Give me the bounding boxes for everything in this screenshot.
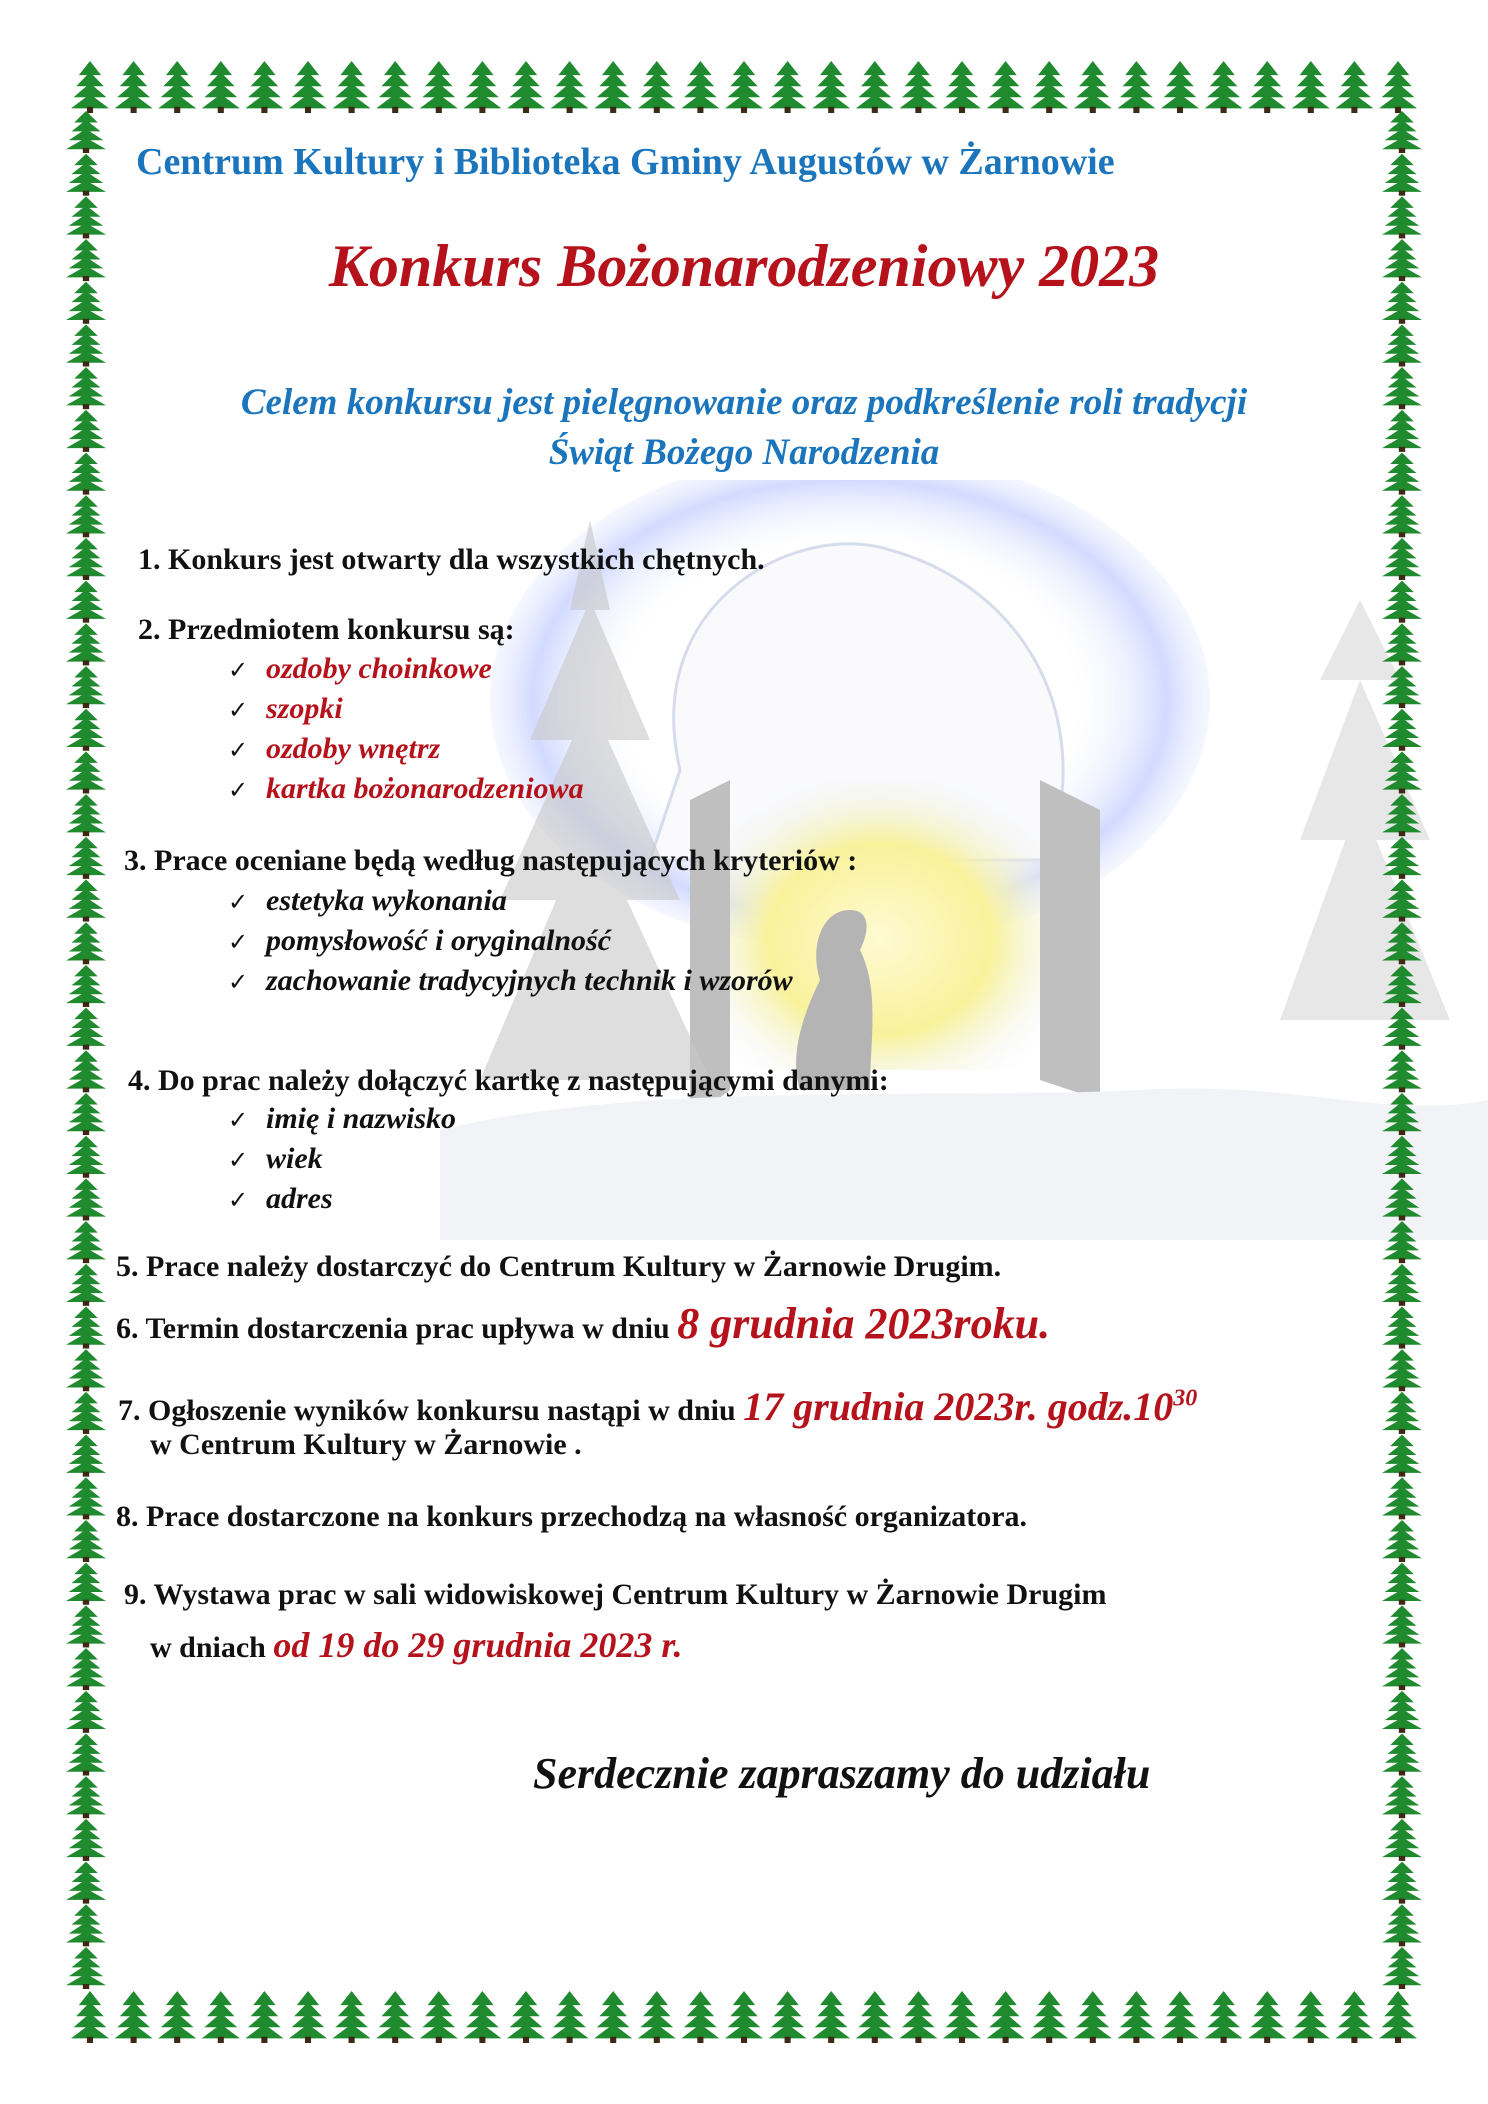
christmas-tree-icon <box>376 1991 414 2043</box>
christmas-tree-icon <box>1379 61 1417 113</box>
christmas-tree-icon <box>71 1991 109 2043</box>
christmas-tree-icon <box>66 1648 106 1690</box>
christmas-tree-icon <box>463 1991 501 2043</box>
christmas-tree-icon <box>66 1691 106 1733</box>
christmas-tree-icon <box>333 1991 371 2043</box>
aim-line-2: Świąt Bożego Narodzenia <box>548 432 940 473</box>
christmas-tree-icon <box>1382 794 1422 836</box>
christmas-tree-icon <box>725 61 763 113</box>
christmas-tree-icon <box>66 1477 106 1519</box>
christmas-tree-icon <box>66 666 106 708</box>
christmas-tree-icon <box>115 1991 153 2043</box>
christmas-tree-icon <box>1382 709 1422 751</box>
christmas-tree-icon <box>1248 61 1286 113</box>
christmas-tree-icon <box>1382 1904 1422 1946</box>
christmas-tree-icon <box>202 61 240 113</box>
tree-border-bottom <box>70 1990 1418 2044</box>
christmas-tree-icon <box>1382 1093 1422 1135</box>
christmas-tree-icon <box>1030 1991 1068 2043</box>
christmas-tree-icon <box>551 61 589 113</box>
christmas-tree-icon <box>66 1264 106 1306</box>
christmas-tree-icon <box>1382 1435 1422 1477</box>
rule-2: 2. Przedmiotem konkursu są: <box>138 613 515 646</box>
organizer-header: Centrum Kultury i Biblioteka Gminy Augustów w Żarnowie <box>136 141 1115 183</box>
rule-9-line-2: w dniach od 19 do 29 grudnia 2023 r. <box>150 1625 683 1665</box>
christmas-tree-icon <box>1382 111 1422 153</box>
check-icon: ✓ <box>228 736 249 764</box>
rule-7-line-2: w Centrum Kultury w Żarnowie . <box>150 1428 582 1461</box>
christmas-tree-icon <box>1382 538 1422 580</box>
aim-line-1: Celem konkursu jest pielęgnowanie oraz podkreślenie roli tradycji <box>240 382 1248 423</box>
christmas-tree-icon <box>507 61 545 113</box>
christmas-tree-icon <box>1382 1563 1422 1605</box>
check-icon: ✓ <box>228 968 249 996</box>
christmas-tree-icon <box>1382 623 1422 665</box>
christmas-tree-icon <box>1382 1008 1422 1050</box>
christmas-tree-icon <box>681 61 719 113</box>
rule-7: 7. Ogłoszenie wyników konkursu nastąpi w dniu 17 grudnia 2023r. $godz.10^{30}$ <box>118 1384 1198 1429</box>
christmas-tree-icon <box>769 61 807 113</box>
christmas-tree-icon <box>1382 581 1422 623</box>
christmas-tree-icon <box>66 1862 106 1904</box>
christmas-tree-icon <box>1382 666 1422 708</box>
christmas-tree-icon <box>1382 1221 1422 1263</box>
christmas-tree-icon <box>1205 61 1243 113</box>
christmas-tree-icon <box>66 837 106 879</box>
christmas-tree-icon <box>1382 1734 1422 1776</box>
christmas-tree-icon <box>1382 837 1422 879</box>
christmas-tree-icon <box>1335 1991 1373 2043</box>
rule-5: 5. Prace należy dostarczyć do Centrum Kultury w Żarnowie Drugim. <box>116 1250 1002 1283</box>
christmas-tree-icon <box>1382 965 1422 1007</box>
christmas-tree-icon <box>856 1991 894 2043</box>
christmas-tree-icon <box>1382 1947 1422 1989</box>
check-icon: ✓ <box>228 888 249 916</box>
christmas-tree-icon <box>66 1349 106 1391</box>
christmas-tree-icon <box>1074 1991 1112 2043</box>
christmas-tree-icon <box>66 154 106 196</box>
christmas-tree-icon <box>1161 61 1199 113</box>
christmas-tree-icon <box>66 1776 106 1818</box>
christmas-tree-icon <box>245 61 283 113</box>
christmas-tree-icon <box>1248 1991 1286 2043</box>
contest-title: Konkurs Bożonarodzeniowy 2023 <box>328 233 1160 299</box>
rule-8: 8. Prace dostarczone na konkurs przechodzą na własność organizatora. <box>116 1500 1028 1533</box>
christmas-tree-icon <box>1382 880 1422 922</box>
rule-4-subitem: ✓ imię i nazwisko <box>228 1102 457 1135</box>
christmas-tree-icon <box>376 61 414 113</box>
check-icon: ✓ <box>228 1186 249 1214</box>
christmas-tree-icon <box>66 495 106 537</box>
exhibition-dates: od 19 do 29 grudnia 2023 r. <box>273 1625 683 1665</box>
christmas-tree-icon <box>289 61 327 113</box>
christmas-tree-icon <box>158 1991 196 2043</box>
christmas-tree-icon <box>1382 1520 1422 1562</box>
christmas-tree-icon <box>1382 1819 1422 1861</box>
christmas-tree-icon <box>1382 1477 1422 1519</box>
check-icon: ✓ <box>228 696 249 724</box>
christmas-tree-icon <box>66 1605 106 1647</box>
christmas-tree-icon <box>66 1734 106 1776</box>
rule-2-subitem: ✓ ozdoby wnętrz <box>228 732 441 765</box>
christmas-tree-icon <box>1117 1991 1155 2043</box>
check-icon: ✓ <box>228 776 249 804</box>
check-icon: ✓ <box>228 1106 249 1134</box>
christmas-tree-icon <box>1382 1264 1422 1306</box>
tree-border-top <box>70 60 1418 114</box>
rule-3-subitem: ✓ estetyka wykonania <box>228 884 507 917</box>
christmas-tree-icon <box>1030 61 1068 113</box>
christmas-tree-icon <box>1379 1991 1417 2043</box>
christmas-tree-icon <box>115 61 153 113</box>
christmas-tree-icon <box>551 1991 589 2043</box>
rule-1: 1. Konkurs jest otwarty dla wszystkich chętnych. <box>138 543 765 576</box>
rule-2-subitem: ✓ kartka bożonarodzeniowa <box>228 772 584 805</box>
christmas-tree-icon <box>66 1050 106 1092</box>
christmas-tree-icon <box>681 1991 719 2043</box>
christmas-tree-icon <box>1382 1605 1422 1647</box>
check-icon: ✓ <box>228 928 249 956</box>
check-icon: ✓ <box>228 1146 249 1174</box>
christmas-tree-icon <box>66 1136 106 1178</box>
christmas-tree-icon <box>66 1221 106 1263</box>
christmas-tree-icon <box>1292 61 1330 113</box>
christmas-tree-icon <box>812 1991 850 2043</box>
christmas-tree-icon <box>638 1991 676 2043</box>
christmas-tree-icon <box>856 61 894 113</box>
christmas-tree-icon <box>66 1520 106 1562</box>
christmas-tree-icon <box>289 1991 327 2043</box>
christmas-tree-icon <box>66 1392 106 1434</box>
christmas-tree-icon <box>66 111 106 153</box>
christmas-tree-icon <box>66 1008 106 1050</box>
christmas-tree-icon <box>66 1435 106 1477</box>
christmas-tree-icon <box>66 922 106 964</box>
rule-6: 6. Termin dostarczenia prac upływa w dniu 8 grudnia 2023roku. <box>116 1299 1051 1348</box>
christmas-tree-icon <box>202 1991 240 2043</box>
christmas-tree-icon <box>66 751 106 793</box>
rule-3-subitem: ✓ pomysłowość i oryginalność <box>228 924 612 957</box>
christmas-tree-icon <box>463 61 501 113</box>
christmas-tree-icon <box>1382 1648 1422 1690</box>
christmas-tree-icon <box>769 1991 807 2043</box>
christmas-tree-icon <box>1382 751 1422 793</box>
christmas-tree-icon <box>987 1991 1025 2043</box>
christmas-tree-icon <box>158 61 196 113</box>
christmas-tree-icon <box>66 623 106 665</box>
christmas-tree-icon <box>1382 324 1422 366</box>
christmas-tree-icon <box>66 1819 106 1861</box>
rule-2-subitem: ✓ szopki <box>228 692 343 725</box>
christmas-tree-icon <box>725 1991 763 2043</box>
christmas-tree-icon <box>1382 922 1422 964</box>
christmas-tree-icon <box>1382 1862 1422 1904</box>
rule-3: 3. Prace oceniane będą według następujących kryteriów : <box>124 844 858 877</box>
christmas-tree-icon <box>1382 1307 1422 1349</box>
deadline-date: 8 grudnia 2023roku. <box>677 1299 1051 1348</box>
christmas-tree-icon <box>899 1991 937 2043</box>
christmas-tree-icon <box>66 880 106 922</box>
rule-3-subitem: ✓ zachowanie tradycyjnych technik i wzorów <box>228 964 793 997</box>
christmas-tree-icon <box>66 1904 106 1946</box>
christmas-tree-icon <box>1382 1136 1422 1178</box>
christmas-tree-icon <box>1335 61 1373 113</box>
christmas-tree-icon <box>66 709 106 751</box>
christmas-tree-icon <box>987 61 1025 113</box>
christmas-tree-icon <box>1382 154 1422 196</box>
christmas-tree-icon <box>899 61 937 113</box>
christmas-tree-icon <box>594 61 632 113</box>
christmas-tree-icon <box>245 1991 283 2043</box>
rule-4: 4. Do prac należy dołączyć kartkę z następującymi danymi: <box>128 1064 889 1097</box>
results-date: 17 grudnia 2023r. $godz.10^{30}$ <box>743 1384 1198 1429</box>
rule-4-subitem: ✓ adres <box>228 1182 333 1215</box>
christmas-tree-icon <box>1382 1776 1422 1818</box>
christmas-tree-icon <box>66 324 106 366</box>
christmas-tree-icon <box>1117 61 1155 113</box>
christmas-tree-icon <box>66 1178 106 1220</box>
rule-9: 9. Wystawa prac w sali widowiskowej Centrum Kultury w Żarnowie Drugim <box>124 1578 1107 1611</box>
christmas-tree-icon <box>420 61 458 113</box>
check-icon: ✓ <box>228 656 249 684</box>
christmas-tree-icon <box>1161 1991 1199 2043</box>
rule-4-subitem: ✓ wiek <box>228 1142 323 1175</box>
christmas-tree-icon <box>594 1991 632 2043</box>
christmas-tree-icon <box>943 1991 981 2043</box>
christmas-tree-icon <box>638 61 676 113</box>
christmas-tree-icon <box>66 965 106 1007</box>
christmas-tree-icon <box>507 1991 545 2043</box>
christmas-tree-icon <box>66 1947 106 1989</box>
christmas-tree-icon <box>333 61 371 113</box>
christmas-tree-icon <box>1074 61 1112 113</box>
christmas-tree-icon <box>1205 1991 1243 2043</box>
rule-2-subitem: ✓ ozdoby choinkowe <box>228 652 492 685</box>
christmas-tree-icon <box>66 1093 106 1135</box>
christmas-tree-icon <box>1382 1050 1422 1092</box>
christmas-tree-icon <box>1292 1991 1330 2043</box>
christmas-tree-icon <box>1382 495 1422 537</box>
christmas-tree-icon <box>1382 1392 1422 1434</box>
christmas-tree-icon <box>1382 1178 1422 1220</box>
christmas-tree-icon <box>66 1563 106 1605</box>
christmas-tree-icon <box>71 61 109 113</box>
closing-invitation: Serdecznie zapraszamy do udziału <box>533 1749 1151 1798</box>
christmas-tree-icon <box>1382 1349 1422 1391</box>
christmas-tree-icon <box>812 61 850 113</box>
christmas-tree-icon <box>1382 1691 1422 1733</box>
christmas-tree-icon <box>420 1991 458 2043</box>
christmas-tree-icon <box>66 538 106 580</box>
christmas-tree-icon <box>66 581 106 623</box>
christmas-tree-icon <box>66 1307 106 1349</box>
christmas-tree-icon <box>66 794 106 836</box>
christmas-tree-icon <box>943 61 981 113</box>
